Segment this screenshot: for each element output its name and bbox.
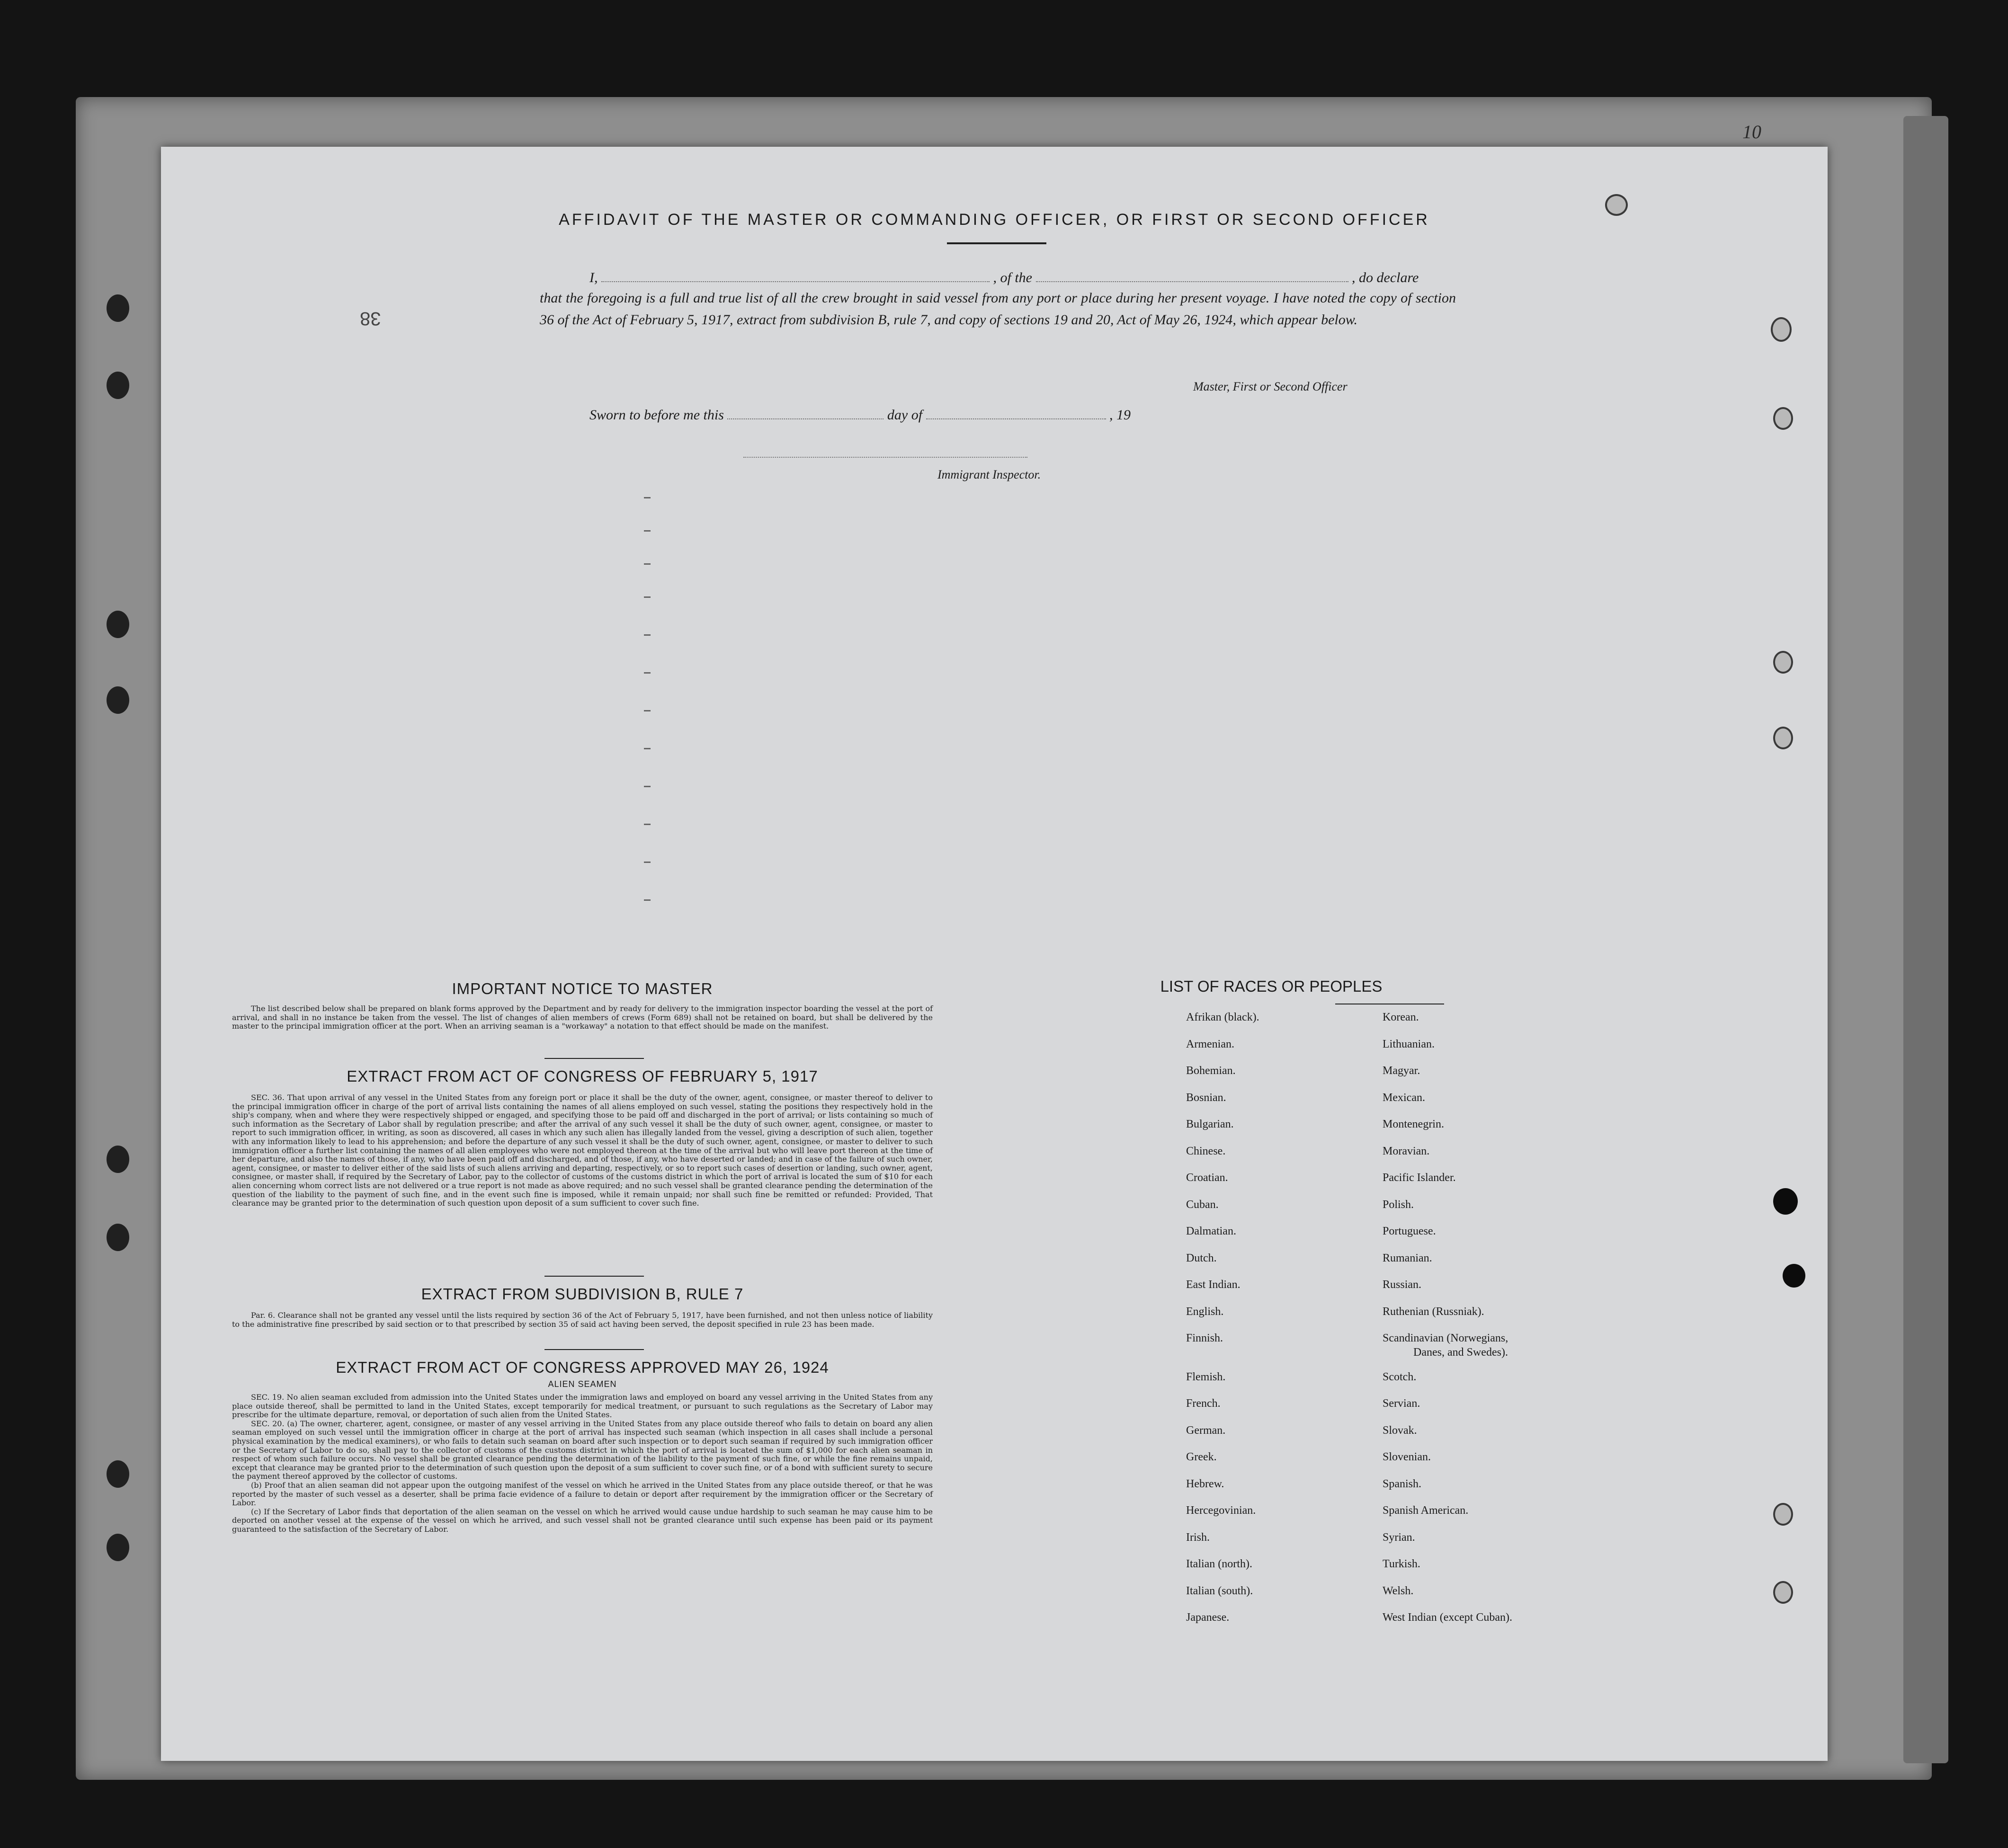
- race-item: Chinese.: [1186, 1145, 1226, 1157]
- extract-1924-subtitle: ALIEN SEAMEN: [548, 1379, 617, 1389]
- manifest-sheet: [161, 147, 1828, 1761]
- binder-hole: [107, 1224, 129, 1251]
- binder-hole: [107, 294, 129, 322]
- form-tick: [644, 672, 651, 674]
- form-tick: [644, 634, 651, 636]
- race-item: German.: [1186, 1424, 1226, 1437]
- race-item: Spanish.: [1383, 1477, 1422, 1490]
- section-divider: [544, 1058, 644, 1059]
- extract-1917-title: EXTRACT FROM ACT OF CONGRESS OF FEBRUARY 5, 1917: [347, 1067, 818, 1085]
- section-divider: [544, 1349, 644, 1350]
- notice-text: [232, 1004, 933, 1031]
- par6-paragraph: Par. 6. Clearance shall not be granted any vessel until the lists required by section 36 of the Act of February 5, 1917, have been furnished, and not then unless notice of liability to the administrative fine prescribed by said section or to that prescribed by section 35 of said act having been served, the deposit specified in rule 23 has been made.: [232, 1311, 933, 1329]
- section-divider: [544, 1276, 644, 1277]
- affidavit-title: AFFIDAVIT OF THE MASTER OR COMMANDING OFFICER, OR FIRST OR SECOND OFFICER: [559, 211, 1430, 229]
- sworn-text: Sworn to before me this: [589, 407, 724, 423]
- binder-hole: [107, 1534, 129, 1561]
- form-tick: [644, 824, 651, 825]
- declaration-of-the: , of the: [993, 270, 1032, 285]
- form-tick: [644, 596, 651, 598]
- race-item: Bosnian.: [1186, 1091, 1226, 1104]
- form-tick: [644, 530, 651, 532]
- race-item: Hercegovinian.: [1186, 1504, 1256, 1517]
- sec19-paragraph: SEC. 19. No alien seaman excluded from admission into the United States under the immigration laws and employed on board any vessel arriving in the United States from any place outside thereof, shall be permitted to land in the United States, except temporarily for medical treatment, or pursuant to such regulations as the Secretary of Labor may prescribe for the ultimate departure, removal, or deportation of such alien from the United States.: [232, 1393, 933, 1420]
- race-item: English.: [1186, 1305, 1224, 1318]
- binder-hole: [107, 372, 129, 399]
- race-item: Bulgarian.: [1186, 1118, 1234, 1130]
- binder-hole: [1771, 317, 1792, 342]
- race-item: Pacific Islander.: [1383, 1172, 1456, 1184]
- race-item: Portuguese.: [1383, 1225, 1436, 1237]
- race-item: French.: [1186, 1397, 1221, 1410]
- race-item: Servian.: [1383, 1397, 1420, 1410]
- extract-1924-text: [232, 1393, 933, 1534]
- binder-hole: [107, 1146, 129, 1173]
- declaration-do-declare: , do declare: [1352, 270, 1419, 285]
- race-item: Scandinavian (Norwegians,: [1383, 1332, 1508, 1344]
- race-item: Lithuanian.: [1383, 1038, 1435, 1050]
- page-number: 10: [1742, 121, 1761, 142]
- race-item: Rumanian.: [1383, 1252, 1432, 1264]
- race-item: Japanese.: [1186, 1611, 1230, 1624]
- inspector-signature-line[interactable]: [743, 457, 1027, 458]
- form-tick: [644, 710, 651, 711]
- binder-hole: [1773, 407, 1793, 430]
- notice-title: IMPORTANT NOTICE TO MASTER: [452, 980, 713, 997]
- extract-1917-text: [232, 1093, 933, 1208]
- race-item: Finnish.: [1186, 1332, 1223, 1344]
- binder-hole: [1773, 1503, 1793, 1526]
- binder-hole: [107, 611, 129, 638]
- race-item: Croatian.: [1186, 1172, 1228, 1184]
- race-item: Scotch.: [1383, 1370, 1417, 1383]
- form-tick: [644, 862, 651, 863]
- sworn-year: , 19: [1109, 407, 1131, 423]
- day-blank[interactable]: [727, 406, 884, 419]
- race-item: Italian (north).: [1186, 1558, 1252, 1570]
- race-item: Slovenian.: [1383, 1451, 1431, 1463]
- ink-stain: [1773, 1188, 1798, 1215]
- title-underline: [947, 242, 1046, 244]
- declaration-i: I,: [589, 270, 598, 285]
- form-tick: [644, 899, 651, 901]
- race-item: West Indian (except Cuban).: [1383, 1611, 1512, 1624]
- race-item: Danes, and Swedes).: [1413, 1346, 1508, 1359]
- race-item: Korean.: [1383, 1011, 1419, 1023]
- race-item: Armenian.: [1186, 1038, 1234, 1050]
- declaration-line: [589, 269, 1612, 286]
- race-item: Cuban.: [1186, 1198, 1219, 1211]
- race-item: Slovak.: [1383, 1424, 1417, 1437]
- extract-rule7-title: EXTRACT FROM SUBDIVISION B, RULE 7: [421, 1285, 744, 1303]
- race-item: Dutch.: [1186, 1252, 1217, 1264]
- sec20c-paragraph: (c) If the Secretary of Labor finds that deportation of the alien seaman on the vessel on which he arrived would cause undue hardship to such seaman he may cause him to be deported on another vessel at the expense of the vessel on which he arrived, and such vessel shall not be granted clearance until such expense has been paid or its payment guaranteed to the satisfaction of the Secretary of Labor.: [232, 1507, 933, 1534]
- race-item: Syrian.: [1383, 1531, 1415, 1544]
- race-item: Ruthenian (Russniak).: [1383, 1305, 1484, 1318]
- form-tick: [644, 786, 651, 787]
- vessel-blank[interactable]: [1036, 269, 1348, 282]
- race-item: Irish.: [1186, 1531, 1210, 1544]
- affidavit-body: that the foregoing is a full and true list of all the crew brought in said vessel from any port or place during her present voyage. I have noted the copy of section 36 of the Act of February 5, 1917, extract from subdivision B, rule 7, and copy of sections 19 and 20, Act of May 26, 1924, which appear below.: [540, 290, 1456, 328]
- sec20b-paragraph: (b) Proof that an alien seaman did not appear upon the outgoing manifest of the vessel on which he arrived in the United States from any place outside thereof, or that he was reported by the master of such vessel as a deserter, shall be prima facie evidence of a failure to detain or deport after requirement by the immigration officer or the Secretary of Labor.: [232, 1480, 933, 1508]
- sec36-paragraph: SEC. 36. That upon arrival of any vessel in the United States from any foreign port or place it shall be the duty of the owner, agent, consignee, or master thereof to deliver to the principal immigration officer in charge of the port of arrival lists containing the names of all aliens employed on such vessel, stating the positions they respectively hold in the ship's company, when and where they were respectively shipped or engaged, and specifying those to be paid off and discharged in the port of arrival; or lists containing so much of such information as the Secretary of Labor shall by regulation prescribe; and after the arrival of any such vessel it shall be the duty of such owner, agent, consignee, or master to report to such immigration officer, in writing, as soon as discovered, all cases in which any such alien has illegally landed from the vessel, giving a description of such alien, together with any information likely to lead to his apprehension; and before the departure of any such vessel it shall be the duty of such owner, agent, consignee, or master to deliver to such immigration officer a further list containing the names of all alien employees who were not employed thereon at the time of the arrival but who will leave port thereon at the time of her departure, and also the names of those, if any, who have been paid off and discharged, and of those, if any, who have deserted or landed; and in case of the failure of such owner, agent, consignee, or master to deliver either of the said lists of such aliens arriving and departing, respectively, or so to report such cases of desertion or landing, such owner, agent, consignee, or master shall, if required by the Secretary of Labor, pay to the collector of customs of the customs district in which the port of arrival is located the sum of $10 for each alien concerning whom correct lists are not delivered or a true report is not made as above required; and no such vessel shall be granted clearance pending the determination of the question of the liability to the payment of such fine, and in the event such fine is imposed, while it remain unpaid; nor shall such fine be remitted or refunded: Provided, That clearance may be granted prior to the determination of such question upon deposit of a sum sufficient to cover such fine.: [232, 1093, 933, 1208]
- race-item: Polish.: [1383, 1198, 1414, 1211]
- form-tick: [644, 497, 651, 498]
- race-item: Flemish.: [1186, 1370, 1226, 1383]
- extract-1924-title: EXTRACT FROM ACT OF CONGRESS APPROVED MAY 26, 1924: [336, 1359, 829, 1376]
- signature-caption: Master, First or Second Officer: [1193, 380, 1348, 393]
- race-item: East Indian.: [1186, 1279, 1240, 1291]
- race-item: Hebrew.: [1186, 1477, 1224, 1490]
- race-item: Bohemian.: [1186, 1065, 1236, 1077]
- form-tick: [644, 563, 651, 565]
- inspector-caption: Immigrant Inspector.: [937, 468, 1041, 481]
- binder-hole: [1773, 1581, 1793, 1604]
- race-item: Magyar.: [1383, 1065, 1420, 1077]
- race-item: Moravian.: [1383, 1145, 1430, 1157]
- scan-backing-edge: [1903, 116, 1948, 1763]
- race-item: Spanish American.: [1383, 1504, 1469, 1517]
- month-blank[interactable]: [926, 406, 1106, 419]
- sec20a-paragraph: SEC. 20. (a) The owner, charterer, agent, consignee, or master of any vessel arriving in the United States from any place outside thereof who fails to detain on board any alien seaman employed on such vessel until the immigration officer in charge at the port of arrival has inspected such seaman (which inspection in all cases shall include a personal physical examination by the medical examiners), or who fails to detain such seaman on board after such inspection or to deport such seaman if required by such immigration officer or the Secretary of Labor to do so, shall pay to the collector of customs of the customs district in which the port of arrival is located the sum of $1,000 for each alien seaman in respect of whom such failure occurs. No vessel shall be granted clearance pending the determination of the liability to the payment of such fine, or while the fine remains unpaid, except that clearance may be granted prior to the determination of such question upon the deposit of a sum sufficient to cover such fine, or of a bond with sufficient surety to secure the payment thereof approved by the collector of customs.: [232, 1419, 933, 1481]
- name-blank[interactable]: [601, 269, 990, 282]
- race-item: Afrikan (black).: [1186, 1011, 1259, 1023]
- binder-hole: [107, 686, 129, 714]
- form-tick: [644, 748, 651, 749]
- race-item: Turkish.: [1383, 1558, 1420, 1570]
- notice-paragraph: The list described below shall be prepared on blank forms approved by the Department and by ready for delivery to the immigration inspector boarding the vessel at the port of arrival, and shall in no instance be taken from the vessel. The list of changes of alien members of crews (Form 689) shall not be retained on board, but shall be delivered by the master to the principal immigration officer at the port. When an arriving seaman is a "workaway" a notation to that effect should be made on the manifest.: [232, 1004, 933, 1031]
- ink-stain: [1783, 1264, 1805, 1288]
- binder-hole: [1773, 651, 1793, 674]
- sworn-day-of: day of: [887, 407, 923, 423]
- extract-rule7-text: [232, 1311, 933, 1329]
- binder-hole: [1773, 727, 1793, 749]
- races-title: LIST OF RACES OR PEOPLES: [1160, 977, 1383, 995]
- race-item: Mexican.: [1383, 1091, 1425, 1104]
- race-item: Dalmatian.: [1186, 1225, 1236, 1237]
- race-item: Montenegrin.: [1383, 1118, 1444, 1130]
- binder-hole: [107, 1460, 129, 1488]
- race-item: Welsh.: [1383, 1584, 1414, 1597]
- margin-mark: 38: [360, 308, 381, 329]
- race-item: Russian.: [1383, 1279, 1422, 1291]
- race-item: Italian (south).: [1186, 1584, 1253, 1597]
- sworn-line: [589, 406, 1536, 423]
- race-item: Greek.: [1186, 1451, 1217, 1463]
